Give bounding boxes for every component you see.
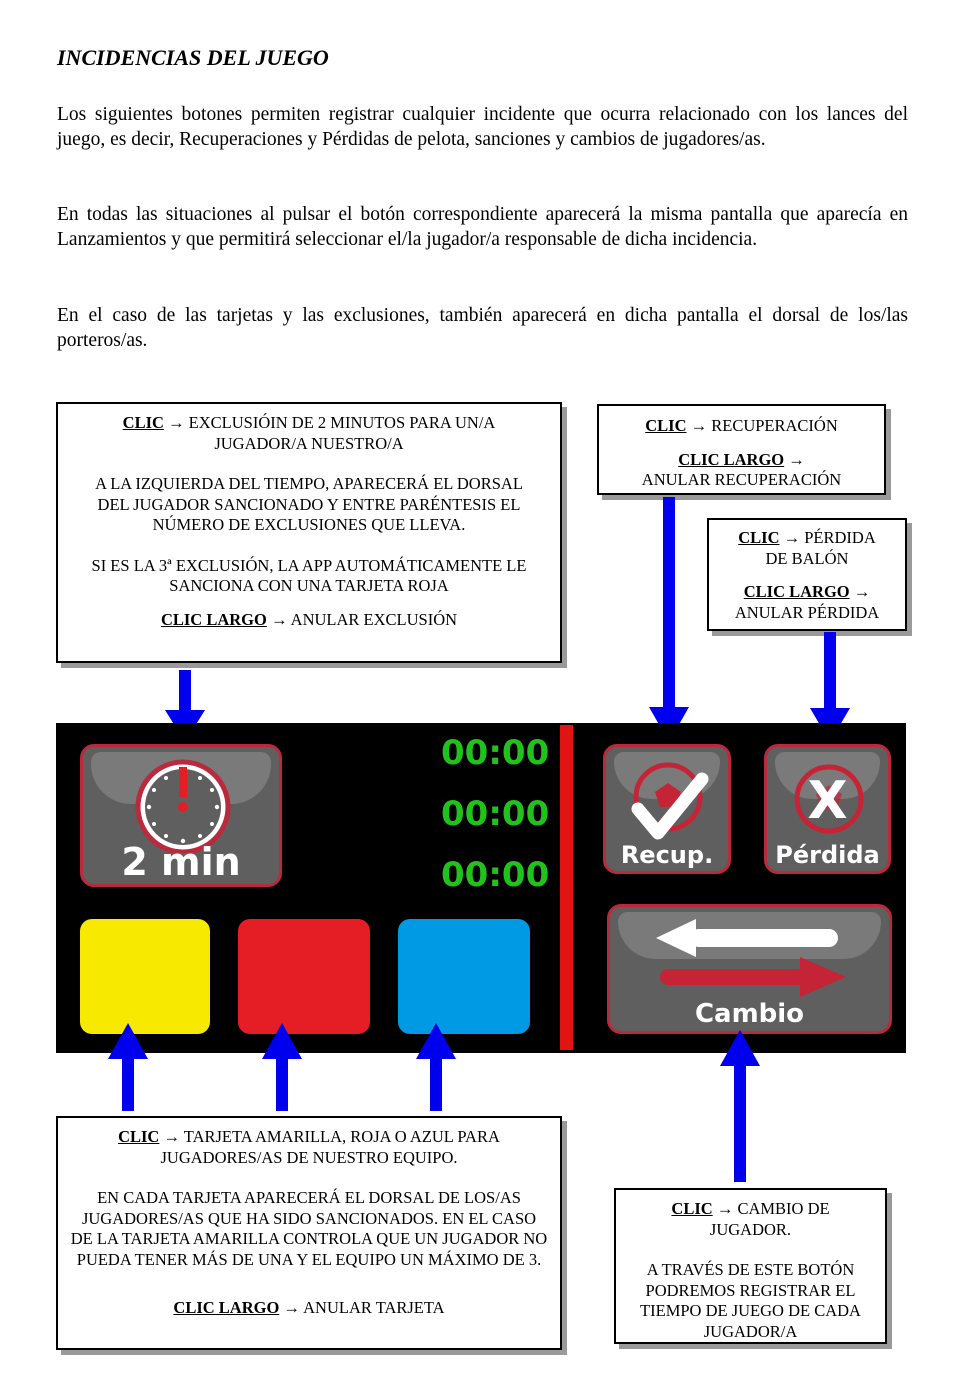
red-card-arrow-icon xyxy=(262,1023,302,1111)
exclusion-callout xyxy=(56,402,562,663)
blue-card-button[interactable] xyxy=(398,919,530,1034)
cambio-callout xyxy=(614,1188,887,1344)
perdida-button-label: Pérdida xyxy=(775,841,880,869)
arrow-glyph: → xyxy=(788,449,805,469)
stopwatch-icon xyxy=(113,753,253,853)
perdida-long-text: ANULAR PÉRDIDA xyxy=(734,602,880,622)
clic-label: CLIC xyxy=(645,416,687,435)
arrow-glyph: → xyxy=(853,582,871,601)
swap-arrows-icon xyxy=(650,919,850,999)
recuperacion-long-text: ANULAR RECUPERACIÓN xyxy=(641,470,842,489)
recuperacion-clic-text: → RECUPERACIÓN xyxy=(690,416,838,435)
tarjetas-callout xyxy=(56,1116,562,1350)
recuperacion-arrow-icon xyxy=(649,497,689,742)
clic-label: CLIC xyxy=(738,528,780,547)
cambio-button[interactable] xyxy=(607,904,892,1034)
exclusion-button[interactable] xyxy=(80,744,282,887)
exclusion-detail-1: A LA IZQUIERDA DEL TIEMPO, APARECERÁ EL DORSAL DEL JUGADOR SANCIONADO Y ENTRE PARÉNTESIS EL NÚMERO DE EXCLUSIONES QUE LLEVA. xyxy=(95,474,523,534)
perdida-clic-text-2: DE BALÓN xyxy=(765,548,849,568)
recuperacion-button[interactable] xyxy=(603,744,731,874)
perdida-x-mark: X xyxy=(807,771,848,831)
clic-label: CLIC xyxy=(122,413,164,432)
timer-2: 00:00 xyxy=(441,794,550,834)
tarjetas-clic-text: → TARJETA AMARILLA, ROJA O AZUL PARA JUGADORES/AS DE NUESTRO EQUIPO. xyxy=(160,1127,500,1167)
timer-3: 00:00 xyxy=(441,855,550,895)
situations-paragraph: En todas las situaciones al pulsar el botón correspondiente aparecerá la misma pantalla que aparecía en Lanzamientos y que permitirá seleccionar el/la jugador/a responsable de dicha incidencia. xyxy=(57,204,908,250)
cambio-clic-text: → CAMBIO DE JUGADOR. xyxy=(709,1199,830,1239)
blue-card-arrow-icon xyxy=(416,1023,456,1111)
cambio-detail: A TRAVÉS DE ESTE BOTÓN PODREMOS REGISTRAR EL TIEMPO DE JUEGO DE CADA JUGADOR/A xyxy=(640,1260,861,1341)
cards-paragraph: En el caso de las tarjetas y las exclusiones, también aparecerá en dicha pantalla el dorsal de los/las porteros/as. xyxy=(57,305,908,351)
exclusion-detail-2: SI ES LA 3ª EXCLUSIÓN, LA APP AUTOMÁTICAMENTE LE SANCIONA CON UNA TARJETA ROJA xyxy=(91,555,527,595)
divider-bar xyxy=(560,725,573,1050)
cambio-button-label: Cambio xyxy=(694,999,805,1029)
intro-paragraph: Los siguientes botones permiten registrar cualquier incidente que ocurra relacionado con los lances del juego, es decir, Recuperaciones y Pérdidas de pelota, sanciones y cambios de jugadores/as. xyxy=(57,104,908,150)
page-heading: INCIDENCIAS DEL JUEGO xyxy=(57,45,329,70)
clic-largo-label: CLIC LARGO xyxy=(678,449,785,469)
recuperacion-button-label: Recup. xyxy=(620,841,714,869)
cambio-arrow-icon xyxy=(720,1030,760,1182)
clic-largo-label: CLIC LARGO xyxy=(160,609,267,629)
clic-label: CLIC xyxy=(118,1127,160,1146)
recuperacion-callout xyxy=(597,404,886,495)
clic-label: CLIC xyxy=(671,1199,713,1218)
perdida-button[interactable] xyxy=(764,744,891,874)
clic-largo-label: CLIC LARGO xyxy=(743,582,850,601)
exclusion-long-text: → ANULAR EXCLUSIÓN xyxy=(270,609,458,629)
timer-1: 00:00 xyxy=(441,733,550,773)
exclusion-button-label: 2 min xyxy=(121,840,241,884)
yellow-card-button[interactable] xyxy=(80,919,210,1034)
perdida-callout xyxy=(707,518,907,631)
clic-largo-label: CLIC LARGO xyxy=(173,1298,280,1317)
ball-check-icon xyxy=(626,759,711,844)
tarjetas-detail: EN CADA TARJETA APARECERÁ EL DORSAL DE LOS/AS JUGADORES/AS QUE HA SIDO SANCIONADOS. EN EL CASO DE LA TARJETA AMARILLA CONTROLA QUE UN JUGADOR NO PUEDA TENER MÁS DE UNA Y EL EQUIPO UN MÁXIMO DE 3. xyxy=(70,1188,548,1269)
perdida-clic-text: → PÉRDIDA xyxy=(783,528,876,547)
red-card-button[interactable] xyxy=(238,919,370,1034)
exclusion-clic-text: → EXCLUSIÓIN DE 2 MINUTOS PARA UN/A JUGADOR/A NUESTRO/A xyxy=(168,413,496,453)
tarjetas-long-text: → ANULAR TARJETA xyxy=(283,1298,445,1317)
yellow-card-arrow-icon xyxy=(108,1023,148,1111)
